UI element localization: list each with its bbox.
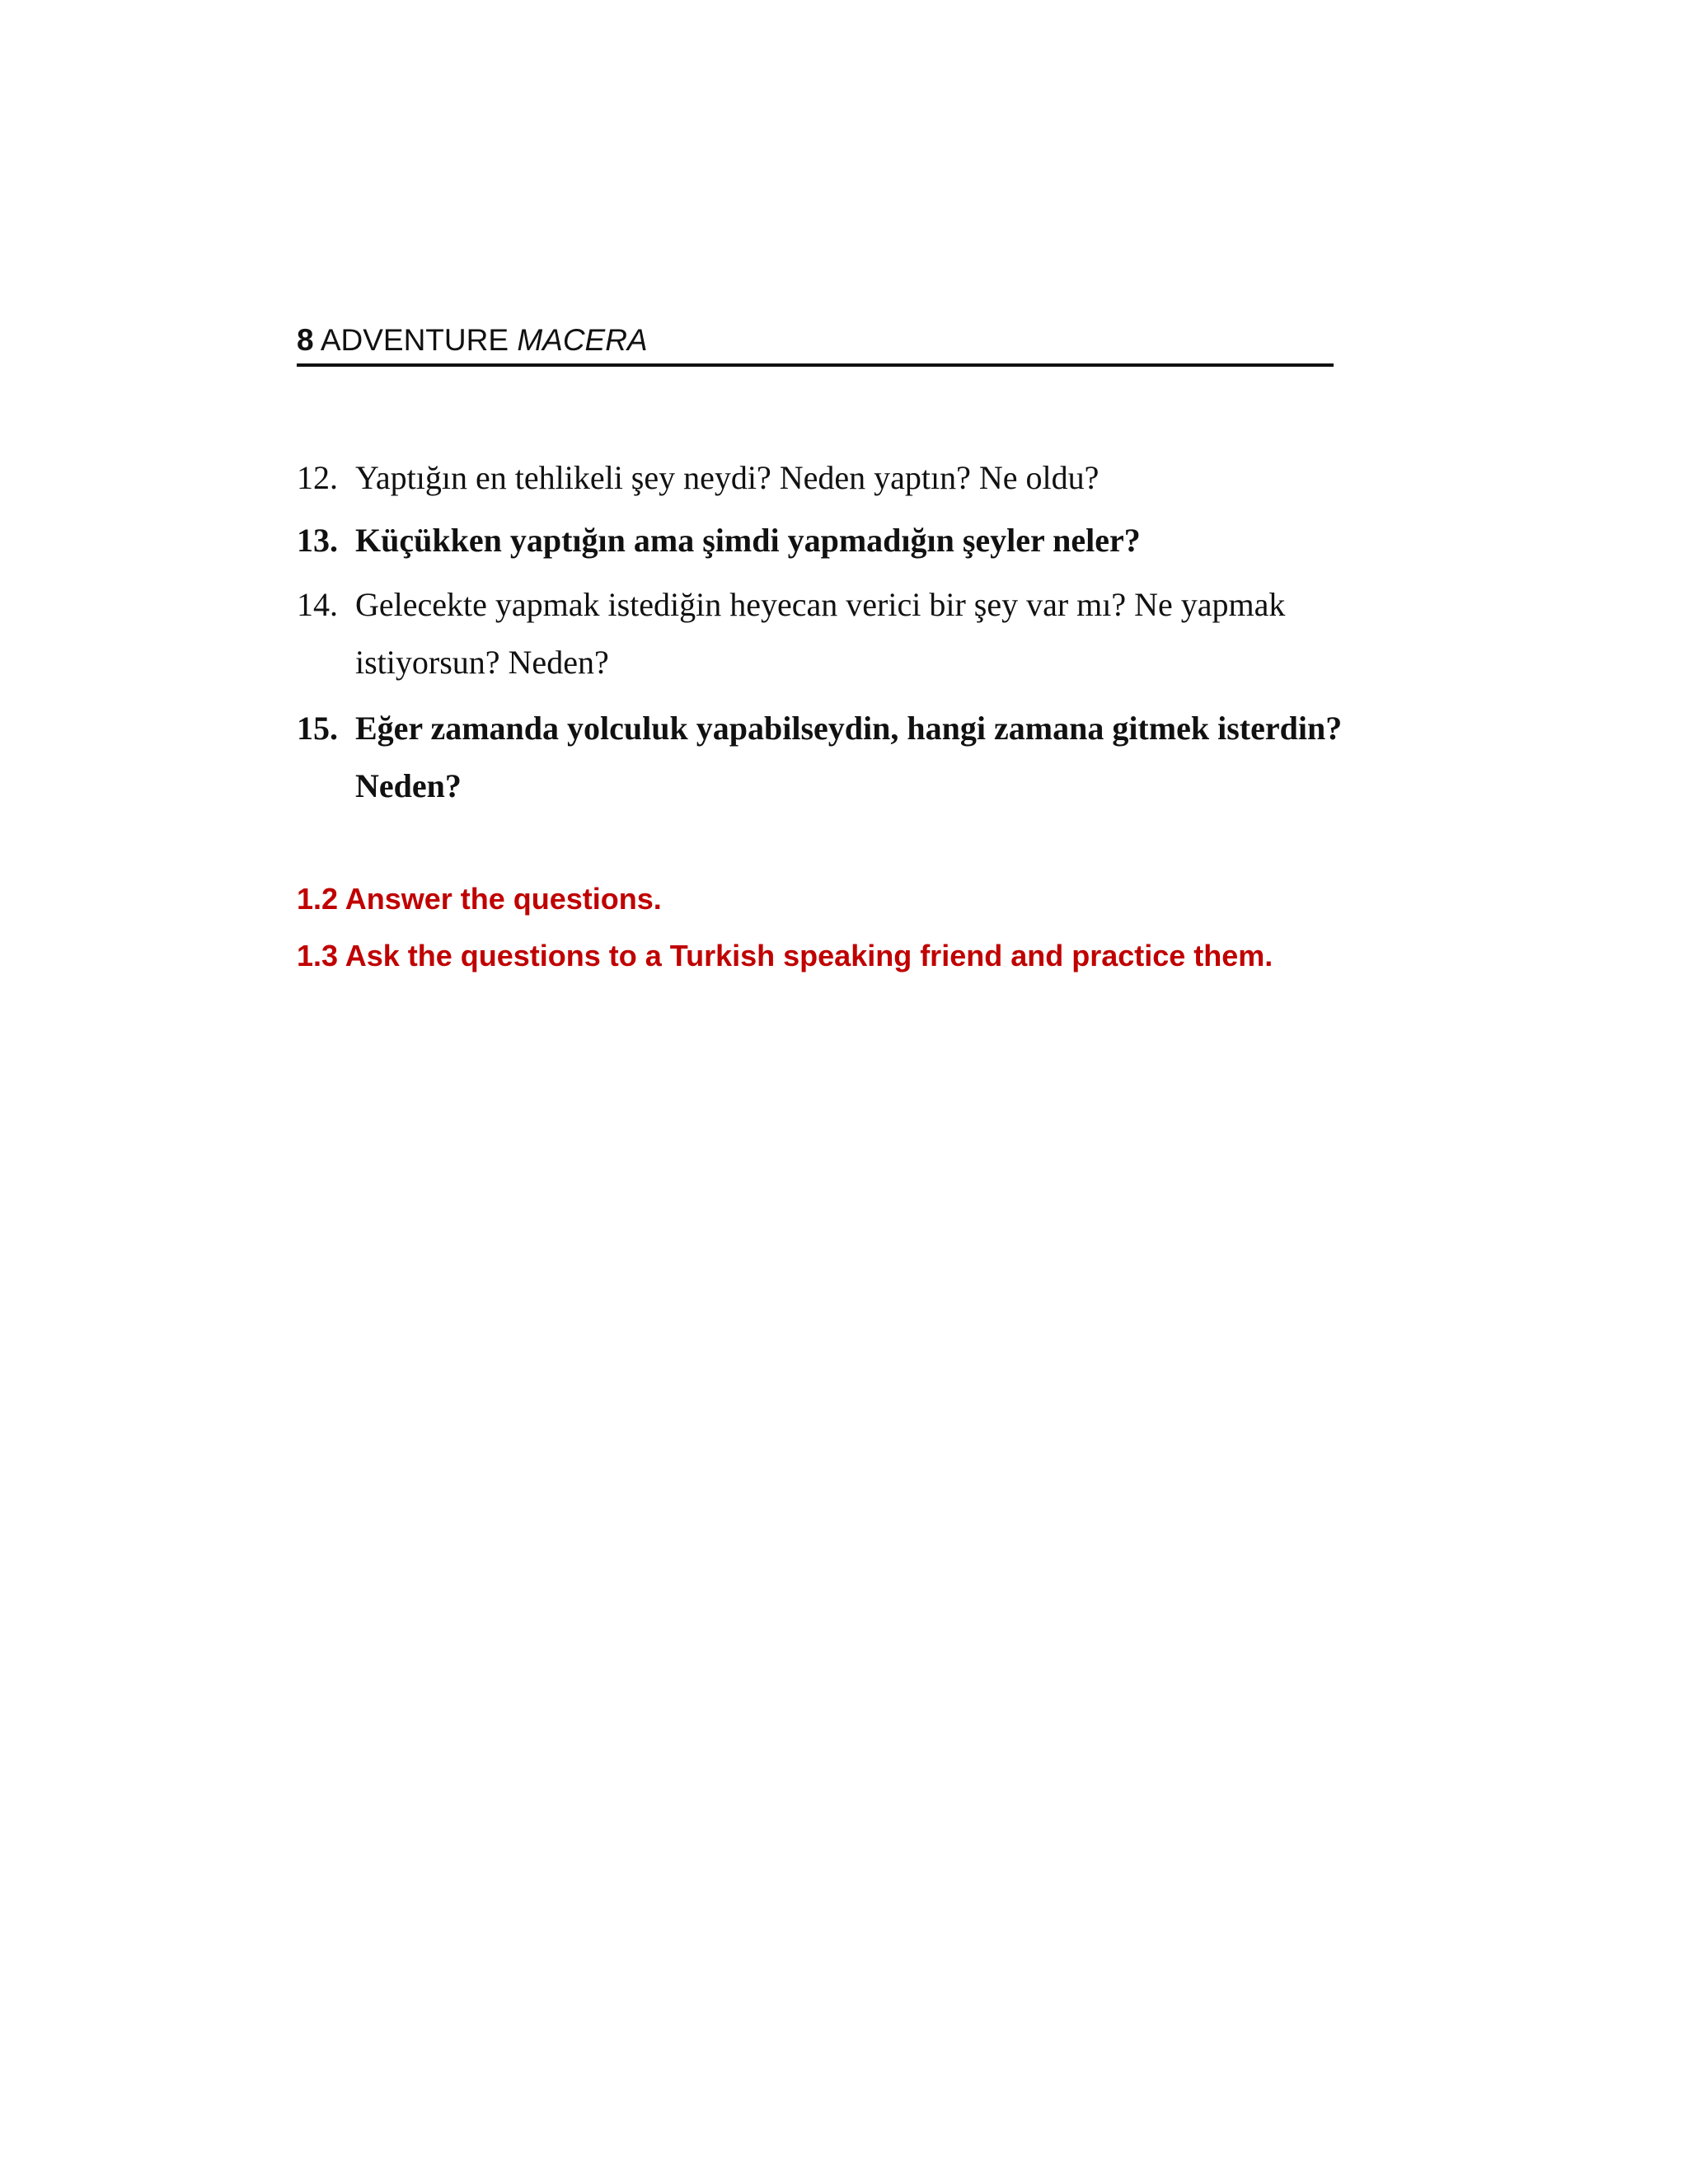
- question-number: 13.: [297, 522, 338, 559]
- chapter-title-english: ADVENTURE: [320, 323, 509, 357]
- question-13: [297, 512, 1343, 569]
- instruction-1-2: 1.2 Answer the questions.: [297, 882, 662, 916]
- question-number: 15.: [297, 710, 338, 747]
- question-15: [297, 700, 1343, 815]
- question-14: [297, 576, 1343, 691]
- chapter-number: 8: [297, 323, 314, 357]
- question-text: Eğer zamanda yolculuk yapabilseydin, hangi zamana gitmek isterdin? Neden?: [355, 710, 1343, 804]
- chapter-title-turkish: MACERA: [517, 323, 648, 357]
- question-text: Küçükken yaptığın ama şimdi yapmadığın şeyler neler?: [355, 522, 1141, 559]
- question-12: [297, 449, 1343, 507]
- instruction-1-3: 1.3 Ask the questions to a Turkish speaking friend and practice them.: [297, 939, 1273, 972]
- question-number: 12.: [297, 459, 338, 496]
- header-divider: [297, 363, 1334, 367]
- chapter-header: [297, 316, 1334, 366]
- question-text: Gelecekte yapmak istediğin heyecan verici bir şey var mı? Ne yapmak istiyorsun? Neden?: [355, 586, 1286, 681]
- question-number: 14.: [297, 586, 338, 623]
- question-text: Yaptığın en tehlikeli şey neydi? Neden yaptın? Ne oldu?: [355, 459, 1100, 496]
